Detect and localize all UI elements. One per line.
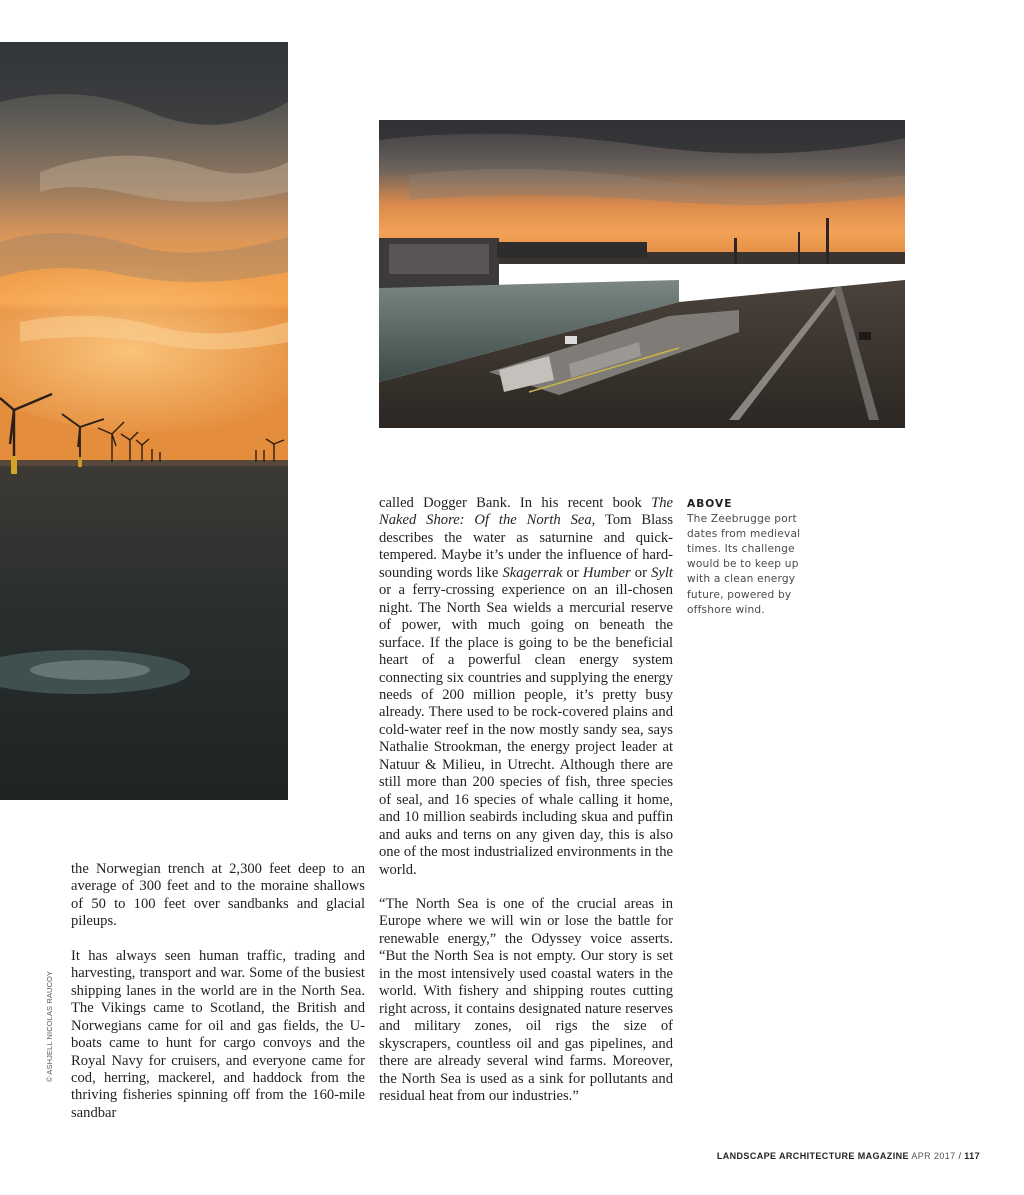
article-paragraph: It has always seen human traffic, trading and harvesting, transport and war. Some of the busiest shipping lanes in the world are in the North Sea. The Vikings came to Scotland, the British and Norwegians came for oil and gas fields, the U-boats came to hunt for cargo convoys and the Royal Navy for cruisers, and everyone came for cod, herring, mackerel, and haddock from the thriving fisheries spinning off from the 160-mile sandbar [71,947,365,1121]
caption-text: The Zeebrugge port dates from medieval times. Its challenge would be to keep up with a clean energy future, powered by offshore wind. [687,513,801,616]
magazine-name: LANDSCAPE ARCHITECTURE MAGAZINE [716,1151,909,1161]
caption-label: ABOVE [687,498,733,510]
wind-farm-photo [0,42,288,800]
book-title: The Naked Shore: Of the North Sea, [379,495,673,529]
article-paragraph: called Dogger Bank. In his recent book The Naked Shore: Of the North Sea, Tom Blass describes the water as saturnine and quick-tempered. Maybe it’s under the influence of hard-sounding words like Skagerrak or Humber or Sylt or a ferry-crossing experience on an ill-chosen night. The North Sea wields a mercurial reserve of power, with much going on beneath the surface. If the place is going to be the beneficial heart of a powerful clean energy system connecting six countries and supplying the energy needs of 200 million people, it’s pretty busy already. There used to be rock-covered plains and cold-water reef in the now mostly sandy sea, says Nathalie Strookman, the energy project leader at Natuur & Milieu, in Utrecht. Although there are still more than 200 species of fish, three species of seal, and 16 species of whale calling it home, and 10 million seabirds including skua and puffin and auks and terns on any given day, this is also one of the most industrialized environments in the world. [379,495,673,878]
page-number: 117 [964,1151,980,1161]
photo-credit: © ASHJELL NICOLAS RAUCOY [45,970,54,1082]
article-column-middle [379,495,673,1105]
article-column-left [71,861,365,1122]
folio-separator: / [958,1151,962,1161]
port-photo [379,120,905,428]
article-paragraph: the Norwegian trench at 2,300 feet deep to an average of 300 feet and to the moraine shallows of 50 to 100 feet over sandbanks and glacial pileups. [71,861,365,930]
photo-caption [687,497,817,618]
page-folio [717,1151,980,1161]
article-paragraph: “The North Sea is one of the crucial areas in Europe where we will win or lose the battle for renewable energy,” the Odyssey voice asserts. “But the North Sea is not empty. Our story is set in the most intensively used coastal waters in the world. With fishery and shipping routes cutting right across, it contains designated nature reserves and military zones, oil rigs the size of skyscrapers, countless oil and gas pipelines, and there are already several wind farms. Moreover, the North Sea is used as a sink for pollutants and residual heat from our industries.” [379,895,673,1104]
issue-date: APR 2017 [911,1151,956,1161]
word-emphasis: Humber [582,564,631,581]
word-emphasis: Skagerrak [502,564,563,581]
word-emphasis: Sylt [651,564,673,581]
